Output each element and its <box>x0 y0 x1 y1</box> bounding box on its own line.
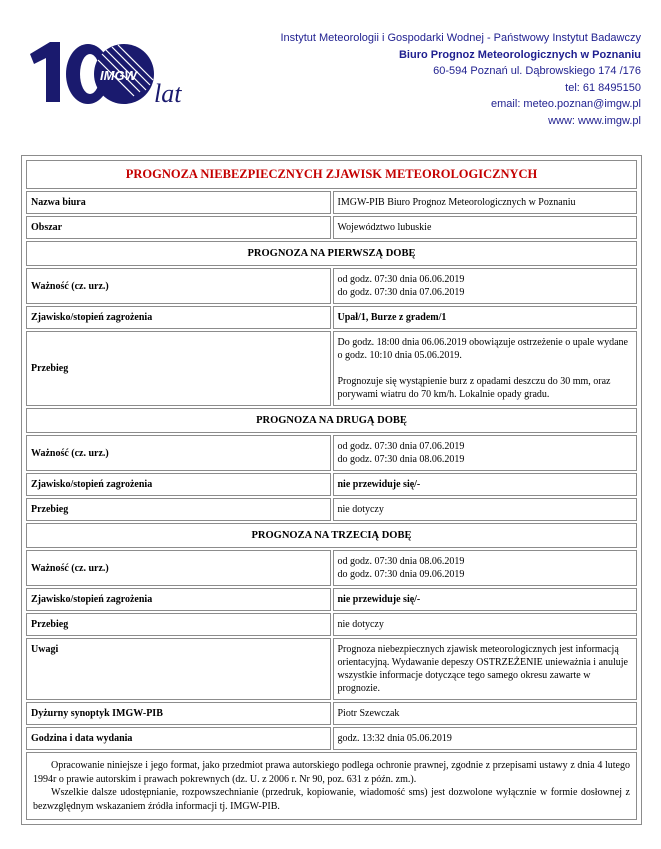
day3-heading-row <box>26 523 637 548</box>
logo-graphic <box>28 40 198 112</box>
day1-heading: PROGNOZA NA PIERWSZĄ DOBĘ <box>26 241 637 266</box>
forecast-table <box>24 158 639 822</box>
office-website[interactable]: www: www.imgw.pl <box>548 114 641 127</box>
day3-validity-to: do godz. 07:30 dnia 09.06.2019 <box>337 569 465 580</box>
day1-course-row <box>26 331 637 406</box>
day2-heading: PROGNOZA NA DRUGĄ DOBĘ <box>26 408 637 433</box>
office-value: IMGW-PIB Biuro Prognoz Meteorologicznych w Poznaniu <box>333 191 638 214</box>
office-label: Nazwa biura <box>26 191 331 214</box>
day3-phenomenon-label: Zjawisko/stopień zagrożenia <box>26 588 331 611</box>
day1-validity-row <box>26 268 637 304</box>
logo-mark-text: IMGW <box>100 68 137 83</box>
day1-phenomenon-row <box>26 306 637 329</box>
copyright-paragraph-2: Wszelkie dalsze udostępnianie, rozpowszechnianie (przedruk, kopiowanie, wiadomość sms) jest dozwolone wyłącznie w formie dosłownej z bezwzględnym wskazaniem źródła informacji tj. IMGW-PIB. <box>33 787 630 812</box>
day3-course-row <box>26 613 637 636</box>
day2-validity-value <box>333 435 638 471</box>
area-value: Województwo lubuskie <box>333 216 638 239</box>
day1-validity-to: do godz. 07:30 dnia 07.06.2019 <box>337 287 465 298</box>
day3-validity-value <box>333 550 638 586</box>
day1-validity-from: od godz. 07:30 dnia 06.06.2019 <box>337 274 465 285</box>
day2-phenomenon-value: nie przewiduje się/- <box>333 473 638 496</box>
office-address: 60-594 Poznań ul. Dąbrowskiego 174 /176 <box>433 65 641 78</box>
remarks-value: Prognoza niebezpiecznych zjawisk meteorologicznych jest informacją orientacyjną. Wydawanie depeszy OSTRZEŻENIE unieważnia i anuluje wszystkie informacje dotyczące tego samego okresu zawarte w prognozie. <box>333 638 638 700</box>
day3-validity-label: Ważność (cz. urz.) <box>26 550 331 586</box>
area-row <box>26 216 637 239</box>
paragraph-gap <box>338 362 633 375</box>
institute-header <box>280 30 641 130</box>
day2-heading-row <box>26 408 637 433</box>
day3-course-label: Przebieg <box>26 613 331 636</box>
day3-validity-from: od godz. 07:30 dnia 08.06.2019 <box>337 556 465 567</box>
area-label: Obszar <box>26 216 331 239</box>
issued-value: godz. 13:32 dnia 05.06.2019 <box>333 727 638 750</box>
day3-heading: PROGNOZA NA TRZECIĄ DOBĘ <box>26 523 637 548</box>
remarks-row <box>26 638 637 700</box>
copyright-paragraph-1: Opracowanie niniejsze i jego format, jako przedmiot prawa autorskiego podlega ochronie prawnej, zgodnie z przepisami ustawy z dnia 4 lutego 1994r o prawie autorskim i prawach pokrewnych (dz. U. z 2006 r. Nr 90, poz. 631 z późn. zm.). <box>33 760 630 785</box>
day3-phenomenon-value: nie przewiduje się/- <box>333 588 638 611</box>
remarks-label: Uwagi <box>26 638 331 700</box>
office-name: Biuro Prognoz Meteorologicznych w Poznaniu <box>398 48 641 61</box>
issued-label: Godzina i data wydania <box>26 727 331 750</box>
office-phone: tel: 61 8495150 <box>565 81 641 94</box>
issued-row <box>26 727 637 750</box>
day2-validity-from: od godz. 07:30 dnia 07.06.2019 <box>337 441 465 452</box>
day1-phenomenon-value: Upał/1, Burze z gradem/1 <box>333 306 638 329</box>
day3-course-value: nie dotyczy <box>333 613 638 636</box>
duty-label: Dyżurny synoptyk IMGW-PIB <box>26 702 331 725</box>
day2-validity-row <box>26 435 637 471</box>
title-row <box>26 160 637 189</box>
day2-course-row <box>26 498 637 521</box>
logo-word: lat <box>154 79 182 108</box>
day3-phenomenon-row <box>26 588 637 611</box>
day2-validity-to: do godz. 07:30 dnia 08.06.2019 <box>337 454 465 465</box>
day2-phenomenon-label: Zjawisko/stopień zagrożenia <box>26 473 331 496</box>
day1-course-paragraph-2: Prognozuje się wystąpienie burz z opadami deszczu do 30 mm, oraz porywami wiatru do 70 km/h. Lokalnie opady gradu. <box>337 376 611 400</box>
day3-validity-row <box>26 550 637 586</box>
day1-heading-row <box>26 241 637 266</box>
institute-name: Instytut Meteorologii i Gospodarki Wodnej - Państwowy Instytut Badawczy <box>280 32 641 44</box>
day2-course-value: nie dotyczy <box>333 498 638 521</box>
duty-value: Piotr Szewczak <box>333 702 638 725</box>
copyright-notice <box>26 752 637 820</box>
imgw-100-years-logo <box>28 40 198 112</box>
day2-phenomenon-row <box>26 473 637 496</box>
day1-course-value <box>333 331 638 406</box>
day1-course-paragraph-1: Do godz. 18:00 dnia 06.06.2019 obowiązuje ostrzeżenie o upale wydane o godz. 10:10 dnia 05.06.2019. <box>337 337 628 361</box>
footer-row <box>26 752 637 820</box>
day1-validity-label: Ważność (cz. urz.) <box>26 268 331 304</box>
day1-phenomenon-label: Zjawisko/stopień zagrożenia <box>26 306 331 329</box>
forecast-document <box>21 155 642 825</box>
day1-course-label: Przebieg <box>26 331 331 406</box>
day1-validity-value <box>333 268 638 304</box>
duty-row <box>26 702 637 725</box>
day2-course-label: Przebieg <box>26 498 331 521</box>
office-email[interactable]: email: meteo.poznan@imgw.pl <box>491 98 641 111</box>
day2-validity-label: Ważność (cz. urz.) <box>26 435 331 471</box>
office-row <box>26 191 637 214</box>
document-title: PROGNOZA NIEBEZPIECZNYCH ZJAWISK METEOROLOGICZNYCH <box>26 160 637 189</box>
